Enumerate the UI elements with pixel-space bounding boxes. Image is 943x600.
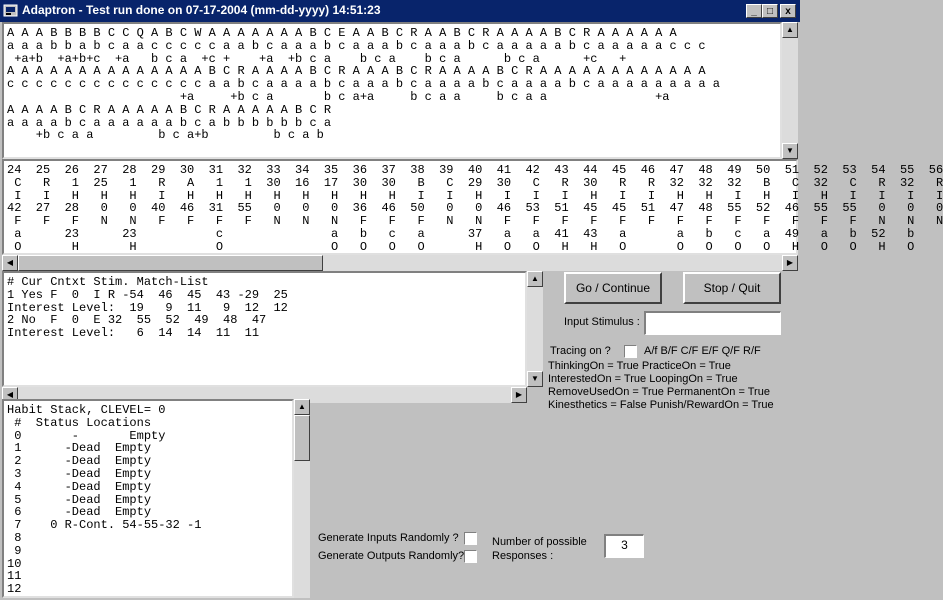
scroll-up-button[interactable]: ▲ xyxy=(527,271,543,287)
sequence-text: A A A B B B B C C Q A B C W A A A A A A A B C E A A B C R A A B C R A A A A B C R A A A A A A a a a b b a b c a a c c c c c a a b c a a a b c a a a b c a a a b c a a a a a b c a a a a a c c c +a+b +a+b+c +a b c a +c + +a +b c a b c a b c a b c a +c + A A A A A A A A A A A A A A B C R A A A A B C R A A A B C R A A A A B C R A A A A A A A A A A A A c c c c c c c c c c c c c c a a b c a a a a b c a a a b c a a a a b c a a a a b c a a a a a a a a a +a +b c a b c a+a b c a a b c a a +a A A A A B C R A A A A A B C R A A A A A B C R a a a a b c a a a a a a b c a b b b b b b c a +b c a a b c a+b b c a b xyxy=(7,26,720,143)
window-title: Adaptron - Test run done on 07-17-2004 (mm-dd-yyyy) 14:51:23 xyxy=(22,3,381,17)
scroll-right-button[interactable]: ▶ xyxy=(782,255,798,271)
scroll-up-button[interactable]: ▲ xyxy=(782,22,798,38)
scroll-down-button[interactable]: ▼ xyxy=(782,143,798,159)
sequence-panel xyxy=(2,22,782,159)
scroll-down-button[interactable]: ▼ xyxy=(527,371,543,387)
go-continue-button[interactable]: Go / Continue xyxy=(564,272,662,304)
scroll-thumb[interactable] xyxy=(18,255,323,271)
scroll-right-button[interactable]: ▶ xyxy=(511,387,527,403)
match-list-text: # Cur Cntxt Stim. Match-List 1 Yes F 0 I R -54 46 45 43 -29 25 Interest Level: 19 9 11 9 12 12 2 No F 0 E 32 55 52 49 48 47 Interest Level: 6 14 14 11 11 xyxy=(7,275,288,341)
tracing-options: A/f B/F C/F E/F Q/F R/F xyxy=(644,345,761,357)
gen-inputs-checkbox[interactable] xyxy=(464,532,477,545)
tracing-checkbox[interactable] xyxy=(624,345,637,358)
stop-quit-button[interactable]: Stop / Quit xyxy=(683,272,781,304)
num-responses-label: Responses : xyxy=(492,550,554,562)
close-button[interactable]: x xyxy=(780,4,796,18)
habit-stack-text: Habit Stack, CLEVEL= 0 # Status Locations 0 - Empty 1 -Dead Empty 2 -Dead Empty 3 -Dead Empty 4 -Dead Empty 5 -Dead Empty 6 -Dead Empty 7 0 R-Cont. 54-55-32 -1 8 9 10 11 12 xyxy=(7,403,202,597)
scroll-left-button[interactable]: ◀ xyxy=(2,387,18,403)
scroll-up-button[interactable]: ▲ xyxy=(294,399,310,415)
gen-outputs-checkbox[interactable] xyxy=(464,550,477,563)
habit-stack-panel xyxy=(2,399,294,598)
input-stimulus-label: Input Stimulus : xyxy=(564,316,640,328)
status-line: ThinkingOn = True PracticeOn = True xyxy=(548,360,731,372)
scroll-thumb[interactable] xyxy=(294,415,310,461)
status-line: RemoveUsedOn = True PermanentOn = True xyxy=(548,386,770,398)
gen-inputs-label: Generate Inputs Randomly ? xyxy=(318,532,459,544)
input-stimulus-field[interactable] xyxy=(644,311,781,335)
scroll-left-button[interactable]: ◀ xyxy=(2,255,18,271)
numbers-text: 24 25 26 27 28 29 30 31 32 33 34 35 36 37 38 39 40 41 42 43 44 45 46 47 48 49 50 51 52 53 54 55 56 C R 1 25 1 R A 1 1 30 16 17 30 30 B C 29 30 C R 30 R R 32 32 32 B C 32 C R 32 R I I H H H I H H H H H H H H I I H I I I H I I H H I H I H I I I I 42 27 28 0 0 40 46 31 55 0 0 0 36 46 50 0 0 46 53 51 45 45 51 47 48 55 52 46 55 55 0 0 0 F F F N N F F F F N N N F F F N N F F F F F F F F F F F F F N N N a 23 23 c a b c a 37 a a 41 43 a a b c a 49 a b 52 b O H H O O O O O H O O H H O O O O O H O O H O xyxy=(7,163,943,254)
match-list-panel xyxy=(2,271,527,387)
match-list-vscroll[interactable] xyxy=(527,271,543,387)
gen-outputs-label: Generate Outputs Randomly? xyxy=(318,550,465,562)
app-icon xyxy=(3,3,18,18)
tracing-label: Tracing on ? xyxy=(550,345,611,357)
status-line: InterestedOn = True LoopingOn = True xyxy=(548,373,738,385)
minimize-button[interactable]: _ xyxy=(746,4,762,18)
title-bar xyxy=(0,0,800,22)
numbers-hscroll[interactable] xyxy=(2,255,798,271)
sequence-vscroll[interactable] xyxy=(782,22,798,159)
habit-stack-vscroll[interactable] xyxy=(294,399,310,598)
num-responses-field[interactable]: 3 xyxy=(604,534,644,558)
status-line: Kinesthetics = False Punish/RewardOn = True xyxy=(548,399,774,411)
numbers-panel xyxy=(2,159,943,255)
num-responses-label: Number of possible xyxy=(492,536,587,548)
maximize-button[interactable]: □ xyxy=(762,4,778,18)
